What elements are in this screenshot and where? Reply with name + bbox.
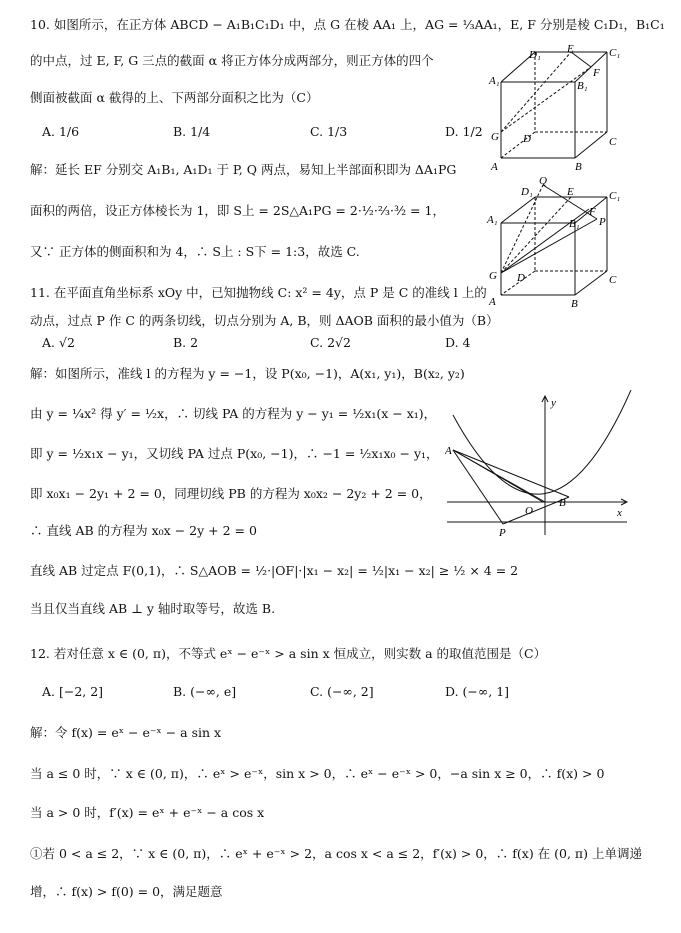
q10-solution-line2: 面积的两倍，设正方体棱长为 1，即 S上 = 2S△A₁PG = 2·½·⅔·³⁄₂ = 1， [30, 203, 445, 218]
cube1-label-f: F [593, 67, 600, 79]
q12-solution-line5: 增，∴ f(x) > f(0) = 0，满足题意 [30, 884, 223, 899]
parabola-label-p: P [499, 527, 506, 539]
cube1-label-d: D [523, 133, 531, 145]
q12-solution-line3: 当 a > 0 时，f′(x) = eˣ + e⁻ˣ − a cos x [30, 805, 265, 820]
cube2-label-b1: B₁ [569, 218, 580, 230]
cube2-label-b: B [571, 298, 578, 310]
cube-figure-1 [485, 44, 625, 174]
q11-stem-line1: 11. 在平面直角坐标系 xOy 中，已知抛物线 C: x² = 4y，点 P 是 C 的准线 l 上的 [30, 285, 487, 300]
q10-option-d: D. 1/2 [445, 124, 483, 139]
cube1-label-c: C [609, 136, 617, 148]
q10-solution-line1: 解：延长 EF 分别交 A₁B₁, A₁D₁ 于 P, Q 两点，易知上半部面积即为 ΔA₁PG [30, 162, 457, 177]
q11-option-d: D. 4 [445, 335, 471, 350]
cube1-label-b1: B₁ [577, 80, 588, 92]
cube2-label-a1: A₁ [487, 214, 498, 226]
q11-solution-line3: 即 y = ½x₁x − y₁，又切线 PA 过点 P(x₀, −1)，∴ −1 = ½x₁x₀ − y₁， [30, 446, 439, 461]
cube1-label-a1: A₁ [489, 75, 500, 87]
q10-solution-line3: 又∵ 正方体的侧面积和为 4，∴ S上 : S下 = 1:3，故选 C. [30, 244, 360, 259]
q11-stem-line2: 动点，过点 P 作 C 的两条切线，切点分别为 A, B，则 ΔAOB 面积的最小值为（B） [30, 313, 499, 328]
q12-option-c: C. (−∞, 2] [310, 684, 374, 699]
q12-option-b: B. (−∞, e] [173, 684, 237, 699]
q12-option-d: D. (−∞, 1] [445, 684, 510, 699]
cube2-label-g: G [489, 270, 497, 282]
q12-solution-line2: 当 a ≤ 0 时，∵ x ∈ (0, π)，∴ eˣ > e⁻ˣ，sin x > 0，∴ eˣ − e⁻ˣ > 0，−a sin x ≥ 0，∴ f(x) > 0 [30, 766, 605, 781]
q10-stem-line3: 侧面被截面 α 截得的上、下两部分面积之比为（C） [30, 90, 319, 105]
q12-option-a: A. [−2, 2] [42, 684, 104, 699]
q11-solution-line4: 即 x₀x₁ − 2y₁ + 2 = 0，同理切线 PB 的方程为 x₀x₂ − 2y₂ + 2 = 0， [30, 486, 432, 501]
q12-stem: 12. 若对任意 x ∈ (0, π)，不等式 eˣ − e⁻ˣ > a sin x 恒成立，则实数 a 的取值范围是（C） [30, 646, 547, 661]
cube2-label-f: F [589, 206, 596, 218]
q11-solution-line7: 当且仅当直线 AB ⊥ y 轴时取等号，故选 B. [30, 601, 276, 616]
q10-option-b: B. 1/4 [173, 124, 211, 139]
cube1-label-c1: C₁ [609, 47, 621, 59]
cube2-label-a: A [489, 296, 496, 308]
cube2-label-c1: C₁ [609, 190, 621, 202]
parabola-label-o: O [525, 505, 533, 517]
cube2-label-d: D [517, 272, 525, 284]
q10-stem-line1: 10. 如图所示，在正方体 ABCD − A₁B₁C₁D₁ 中，点 G 在棱 AA₁ 上，AG = ⅓AA₁，E, F 分别是棱 C₁D₁，B₁C₁ [30, 17, 665, 32]
cube1-label-e: E [567, 44, 574, 55]
cube2-label-q: Q [539, 175, 547, 187]
cube1-label-d1: D₁ [529, 49, 541, 61]
cube-figure-2 [485, 175, 625, 310]
parabola-label-b: B [559, 497, 566, 509]
parabola-label-a: A [445, 445, 452, 457]
cube2-label-c: C [609, 274, 617, 286]
cube2-label-d1: D₁ [521, 186, 533, 198]
cube1-label-a: A [491, 161, 498, 173]
q11-solution-line2: 由 y = ¼x² 得 y′ = ½x，∴ 切线 PA 的方程为 y − y₁ = ½x₁(x − x₁)， [30, 406, 437, 421]
parabola-label-y: y [551, 397, 556, 409]
q11-option-a: A. √2 [42, 335, 75, 350]
q11-solution-line5: ∴ 直线 AB 的方程为 x₀x − 2y + 2 = 0 [30, 523, 257, 538]
q11-option-b: B. 2 [173, 335, 199, 350]
q12-solution-line1: 解：令 f(x) = eˣ − e⁻ˣ − a sin x [30, 725, 222, 740]
q11-option-c: C. 2√2 [310, 335, 351, 350]
parabola-label-x: x [617, 507, 622, 519]
q11-solution-line6: 直线 AB 过定点 F(0,1)，∴ S△AOB = ½·|OF|·|x₁ − x₂| = ½|x₁ − x₂| ≥ ½ × 4 = 2 [30, 563, 519, 578]
q10-option-a: A. 1/6 [42, 124, 80, 139]
q10-option-c: C. 1/3 [310, 124, 348, 139]
q11-solution-line1: 解：如图所示，准线 l 的方程为 y = −1，设 P(x₀, −1)，A(x₁, y₁)，B(x₂, y₂) [30, 366, 465, 381]
cube1-label-g: G [491, 131, 499, 143]
cube1-label-b: B [575, 161, 582, 173]
cube2-label-e: E [567, 186, 574, 198]
cube2-label-p: P [599, 216, 606, 228]
parabola-figure [445, 390, 635, 540]
q12-solution-line4: ①若 0 < a ≤ 2，∵ x ∈ (0, π)，∴ eˣ + e⁻ˣ > 2，a cos x < a ≤ 2，f′(x) > 0，∴ f(x) 在 (0, π) 上单调递 [30, 846, 642, 861]
q10-stem-line2: 的中点，过 E, F, G 三点的截面 α 将正方体分成两部分，则正方体的四个 [30, 53, 434, 68]
